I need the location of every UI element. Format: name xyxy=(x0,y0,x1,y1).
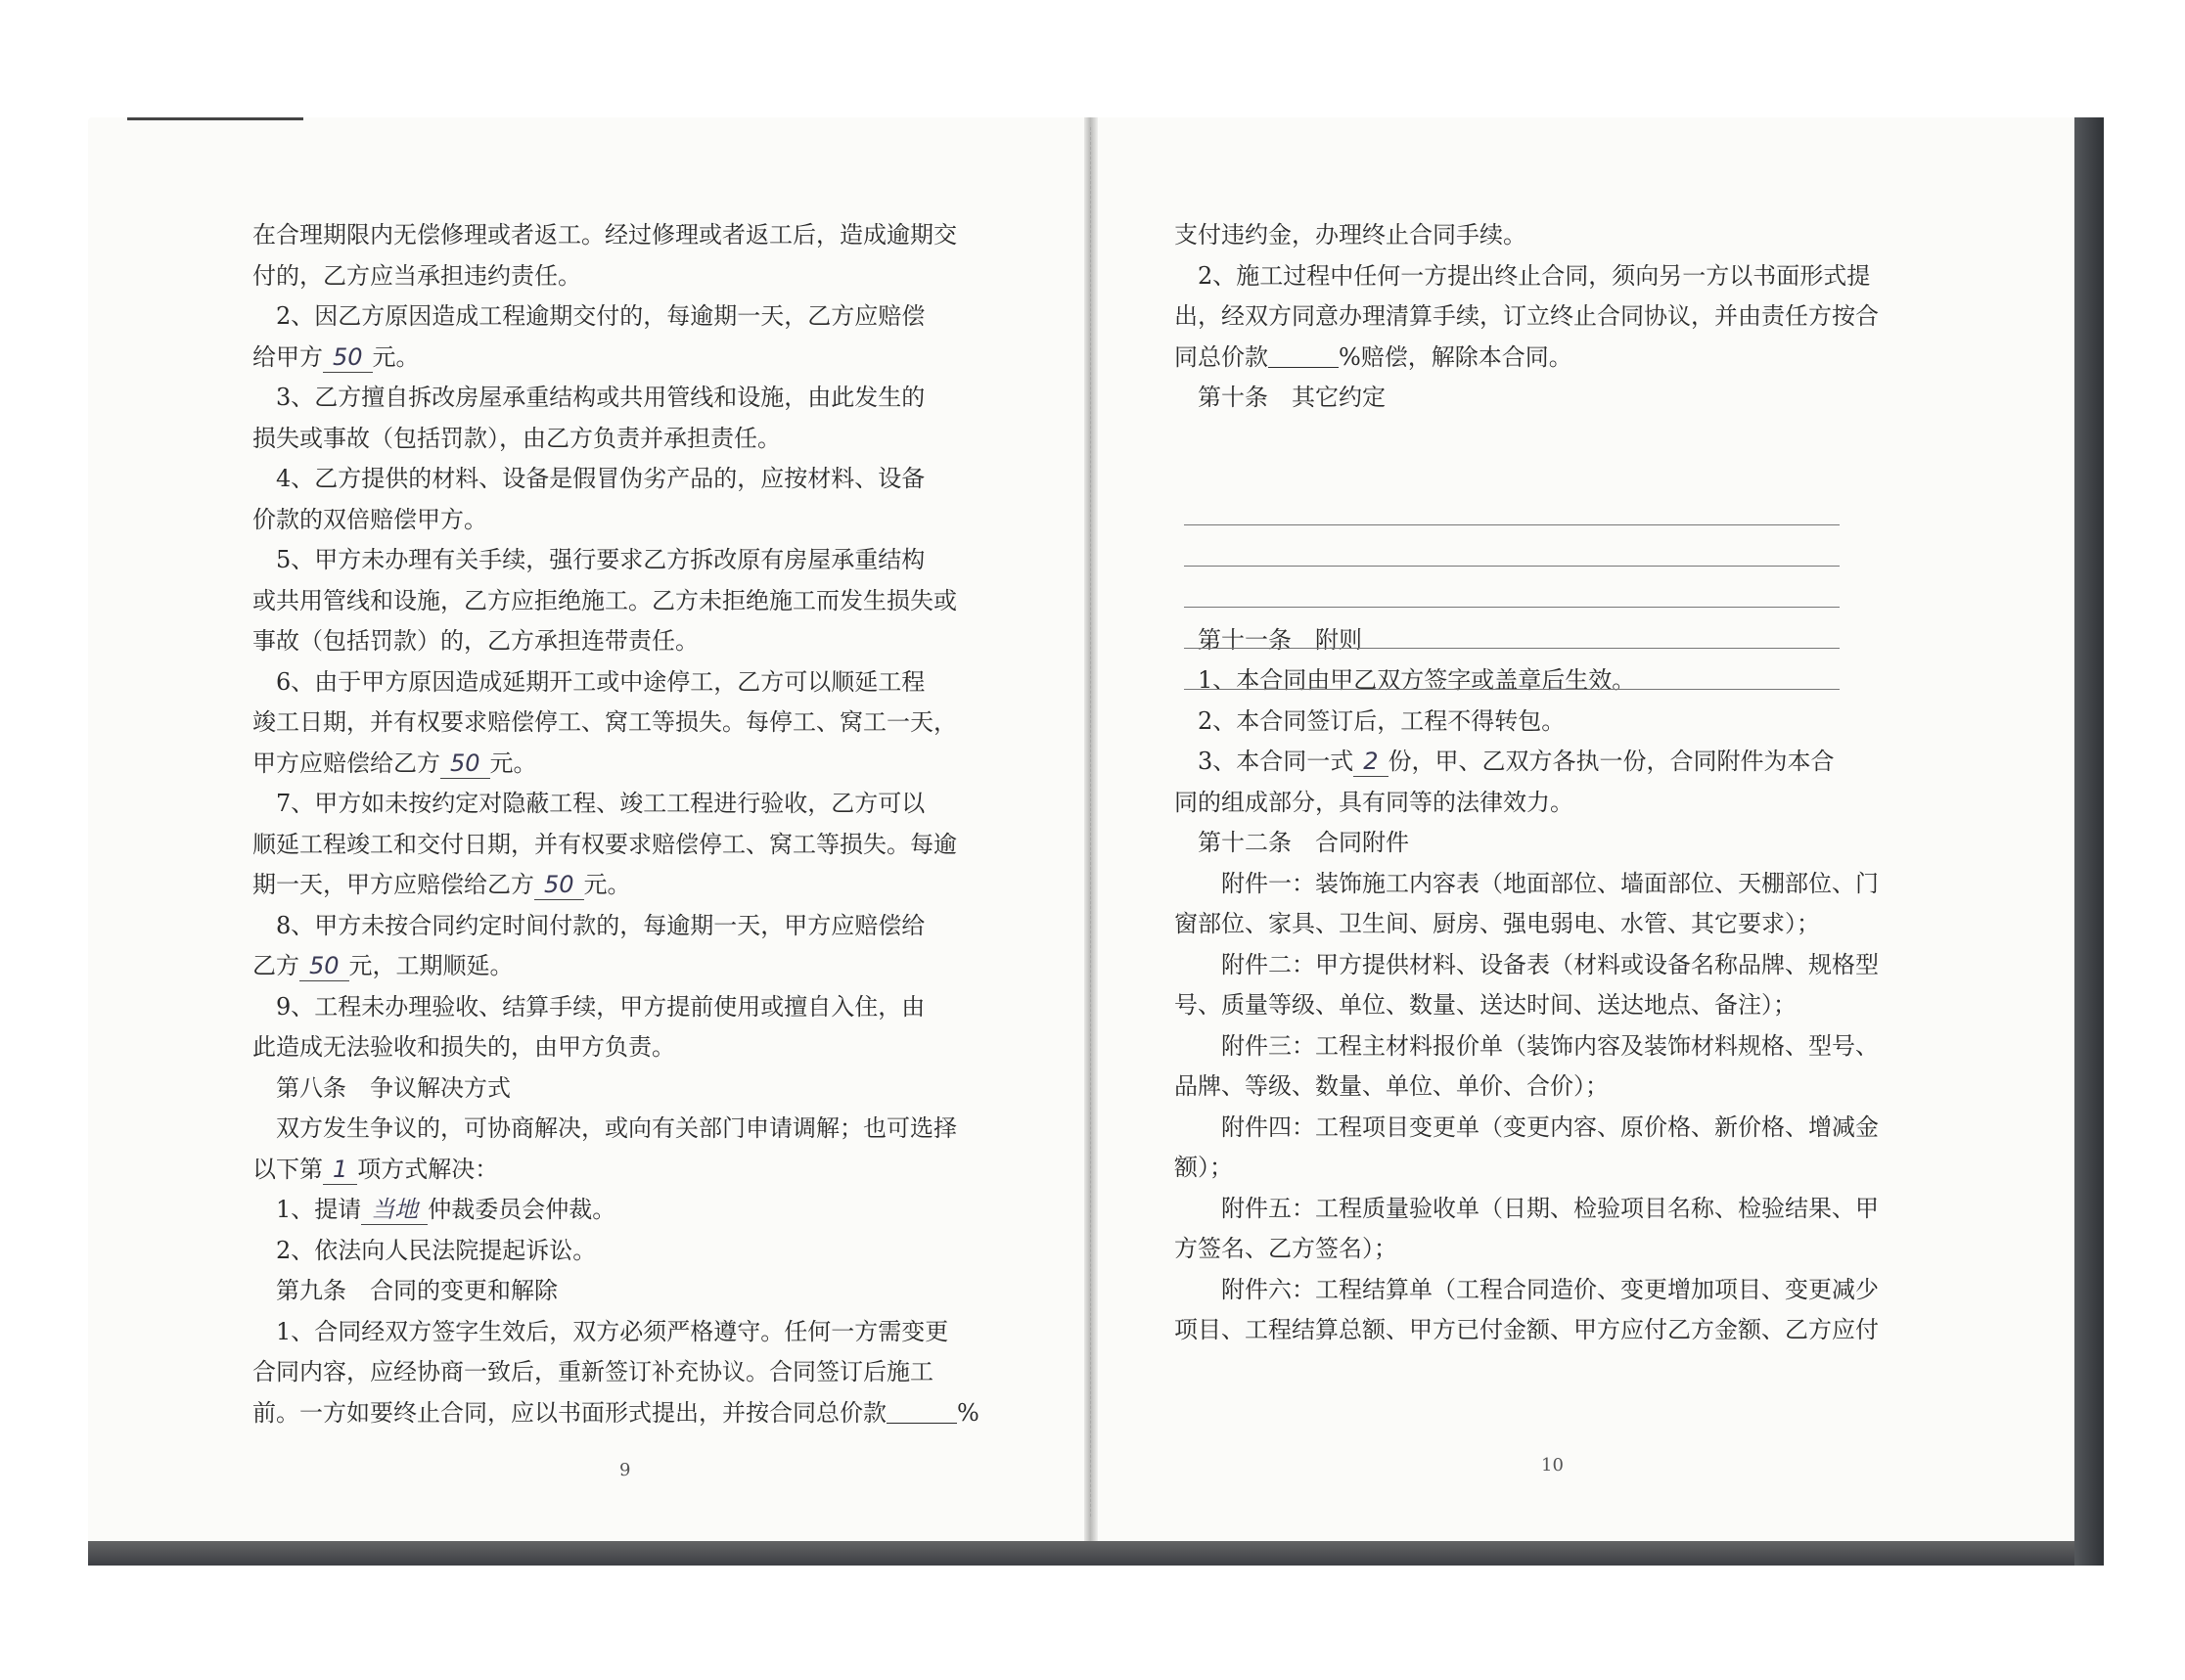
text-line: 此造成无法验收和损失的，由甲方负责。 xyxy=(252,1033,675,1061)
text-line: 第八条 争议解决方式 xyxy=(252,1073,511,1102)
binding-gutter xyxy=(1084,117,1098,1541)
text-line: 损失或事故（包括罚款），由乙方负责并承担责任。 xyxy=(252,424,781,452)
handwritten-fill-in: 1 xyxy=(323,1155,357,1185)
text-line: 额）； xyxy=(1174,1154,1233,1181)
text-line xyxy=(252,338,1035,379)
text-line xyxy=(252,1190,1035,1231)
page-number-left: 9 xyxy=(619,1460,631,1480)
blank-line xyxy=(1184,484,1840,525)
page-number-right: 10 xyxy=(1541,1455,1564,1476)
text-segment: 乙方 xyxy=(252,952,299,979)
text-line: 事故（包括罚款）的，乙方承担连带责任。 xyxy=(252,627,699,655)
text-line xyxy=(252,1150,1035,1191)
text-line xyxy=(252,744,1035,785)
text-segment: 期一天，甲方应赔偿给乙方 xyxy=(252,871,534,898)
handwritten-fill-in: 2 xyxy=(1353,747,1388,777)
handwritten-fill-in: 50 xyxy=(440,749,490,779)
handwritten-fill-in: 当地 xyxy=(361,1195,428,1225)
text-segment: 份，甲、乙双方各执一份，合同附件为本合 xyxy=(1388,748,1835,775)
text-line xyxy=(252,865,1035,906)
text-line: 附件二：甲方提供材料、设备表（材料或设备名称品牌、规格型 xyxy=(1174,950,1879,978)
text-segment: 元，工期顺延。 xyxy=(348,952,514,979)
text-line: 1、本合同由甲乙双方签字或盖章后生效。 xyxy=(1174,666,1636,694)
text-line xyxy=(1174,742,2035,783)
text-segment: 项方式解决： xyxy=(357,1155,499,1183)
text-segment: 以下第 xyxy=(252,1155,323,1183)
text-line: 第十一条 附则 xyxy=(1174,625,1362,654)
text-segment: 2、因乙方原因造成工程逾期交付的，每逾期一天，乙方应赔偿 xyxy=(252,302,926,330)
text-line: 价款的双倍赔偿甲方。 xyxy=(252,505,487,533)
text-line: 双方发生争议的，可协商解决，或向有关部门申请调解；也可选择 xyxy=(252,1114,957,1142)
text-line: 附件三：工程主材料报价单（装饰内容及装饰材料规格、型号、 xyxy=(1174,1031,1879,1060)
blank-line xyxy=(1184,525,1840,567)
text-line: 出，经双方同意办理清算手续，订立终止合同协议，并由责任方按合 xyxy=(1174,302,1879,330)
text-line: 6、由于甲方原因造成延期开工或中途停工，乙方可以顺延工程 xyxy=(252,667,926,696)
left-page-text xyxy=(252,215,1035,1433)
text-line: 附件五：工程质量验收单（日期、检验项目名称、检验结果、甲 xyxy=(1174,1194,1879,1222)
text-line: 2、施工过程中任何一方提出终止合同，须向另一方以书面形式提 xyxy=(1174,261,1871,290)
text-line: 第九条 合同的变更和解除 xyxy=(252,1277,558,1304)
text-segment: 元。 xyxy=(489,749,537,777)
text-line: 第十二条 合同附件 xyxy=(1174,829,1409,856)
text-segment: 1、提请 xyxy=(252,1196,362,1223)
handwritten-fill-in: 50 xyxy=(323,342,373,373)
text-line: 2、本合同签订后，工程不得转包。 xyxy=(1174,706,1566,735)
text-segment: 元。 xyxy=(583,871,631,898)
text-line: 7、甲方如未按约定对隐蔽工程、竣工工程进行验收，乙方可以 xyxy=(252,790,926,817)
text-line: 窗部位、家具、卫生间、厨房、强电弱电、水管、其它要求）； xyxy=(1174,910,1820,937)
text-segment: 3、本合同一式 xyxy=(1174,748,1354,775)
handwritten-fill-in: 50 xyxy=(299,951,349,981)
handwritten-fill-in: 50 xyxy=(534,870,584,900)
text-segment: 甲方应赔偿给乙方 xyxy=(252,749,440,777)
right-page-text xyxy=(1174,215,2035,1351)
text-line: 或共用管线和设施，乙方应拒绝施工。乙方未拒绝施工而发生损失或 xyxy=(252,586,957,614)
text-line: 品牌、等级、数量、单位、单价、合价）； xyxy=(1174,1072,1609,1100)
text-segment: 仲裁委员会仲裁。 xyxy=(428,1196,616,1223)
text-line: 3、乙方擅自拆改房屋承重结构或共用管线和设施，由此发生的 xyxy=(252,384,926,411)
scanned-booklet-spread xyxy=(88,117,2104,1566)
text-line: 9、工程未办理验收、结算手续，甲方提前使用或擅自入住，由 xyxy=(252,992,926,1021)
text-segment: 元。 xyxy=(372,342,420,371)
text-line: 同的组成部分，具有同等的法律效力。 xyxy=(1174,788,1573,816)
text-line: 方签名、乙方签名）； xyxy=(1174,1235,1397,1262)
text-line: 前。一方如要终止合同，应以书面形式提出，并按合同总价款＿＿＿% xyxy=(252,1398,979,1427)
text-line: 5、甲方未办理有关手续，强行要求乙方拆改原有房屋承重结构 xyxy=(252,546,926,573)
binding-fold-line xyxy=(1090,127,1091,1517)
text-line: 附件六：工程结算单（工程合同造价、变更增加项目、变更减少 xyxy=(1174,1275,1879,1303)
text-line: 2、依法向人民法院提起诉讼。 xyxy=(252,1236,597,1264)
text-line: 付的，乙方应当承担违约责任。 xyxy=(252,261,581,290)
blank-line xyxy=(1184,608,1840,649)
text-line xyxy=(252,296,1035,338)
text-line: 合同内容，应经协商一致后，重新签订补充协议。合同签订后施工 xyxy=(252,1358,933,1385)
text-line: 1、合同经双方签字生效后，双方必须严格遵守。任何一方需变更 xyxy=(252,1317,949,1345)
page-corner-mark xyxy=(127,117,303,120)
text-line xyxy=(252,946,1035,987)
blank-line xyxy=(1184,649,1840,690)
text-line: 顺延工程竣工和交付日期，并有权要求赔偿停工、窝工等损失。每逾 xyxy=(252,830,957,858)
text-line: 支付违约金，办理终止合同手续。 xyxy=(1174,221,1526,249)
blank-line xyxy=(1184,567,1840,608)
text-line: 同总价款＿＿＿%赔偿，解除本合同。 xyxy=(1174,342,1572,371)
text-line: 项目、工程结算总额、甲方已付金额、甲方应付乙方金额、乙方应付 xyxy=(1174,1316,1879,1343)
text-line: 8、甲方未按合同约定时间付款的，每逾期一天，甲方应赔偿给 xyxy=(252,911,926,939)
text-line: 在合理期限内无偿修理或者返工。经过修理或者返工后，造成逾期交 xyxy=(252,221,957,249)
text-line: 竣工日期，并有权要求赔偿停工、窝工等损失。每停工、窝工一天， xyxy=(252,708,957,736)
text-segment: 给甲方 xyxy=(252,342,323,371)
text-line: 号、质量等级、单位、数量、送达时间、送达地点、备注）； xyxy=(1174,991,1797,1019)
text-line: 附件一：装饰施工内容表（地面部位、墙面部位、天棚部位、门 xyxy=(1174,869,1879,897)
text-line: 附件四：工程项目变更单（变更内容、原价格、新价格、增减金 xyxy=(1174,1112,1879,1141)
other-agreements-blank-lines xyxy=(1184,484,1840,690)
scanner-bed-edge-right xyxy=(2074,117,2104,1566)
text-line: 4、乙方提供的材料、设备是假冒伪劣产品的，应按材料、设备 xyxy=(252,465,926,492)
text-line: 第十条 其它约定 xyxy=(1174,384,1386,411)
